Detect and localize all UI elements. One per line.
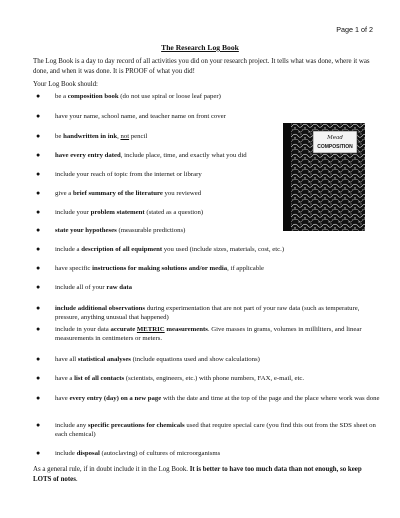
item-text: include in your data [55,326,111,333]
bullet-icon: ● [36,449,41,457]
item-emphasis-underlined: METRIC [136,326,165,333]
bullet-icon: ● [36,151,41,159]
item-body [55,355,382,364]
item-body [55,92,300,101]
document-title: The Research Log Book [161,43,239,52]
item-text: , if applicable [227,265,264,272]
item-emphasis: list of all contacts [74,375,125,382]
item-body [55,394,382,403]
item-body [55,245,382,254]
item-text: with the date and time at the top of the page and the place where work was done [161,395,380,402]
bullet-icon: ● [36,245,41,253]
item-body [55,226,300,235]
item-emphasis: include additional observations [55,305,146,312]
composition-book-image [283,123,365,231]
item-emphasis: specific precautions for chemicals [88,422,185,429]
item-text: (scientists, engineers, etc.) with phone numbers, FAX, e-mail, etc. [124,375,305,382]
list-item [33,112,300,121]
bullet-icon: ● [36,304,41,312]
list-item [33,449,382,458]
list-item [33,170,300,179]
list-item [33,226,300,235]
closing-text: As a general rule, if in doubt include it in the Log Book. [33,466,190,473]
list-item [33,283,382,292]
item-emphasis: description of all equipment [81,246,163,253]
item-text: have specific [55,265,93,272]
item-body [55,132,300,141]
item-text: have all [55,356,78,363]
bullet-icon: ● [36,394,41,402]
item-underlined: not [120,133,130,140]
list-item [33,264,382,273]
bullet-icon: ● [36,264,41,272]
list-item [33,325,382,344]
bullet-icon: ● [36,325,41,333]
item-text: used that require special care (you find this out from the SDS sheet on each chemical) [55,422,376,439]
page-number: Page 1 of 2 [336,25,373,34]
item-body [55,283,382,292]
item-text: you used (include sizes, materials, cost, etc.) [162,246,285,253]
item-text: have a [55,375,75,382]
item-text: you reviewed [162,190,202,197]
item-text: (include equations used and show calculations) [130,356,260,363]
bullet-icon: ● [36,170,41,178]
item-emphasis: every entry (day) on a new page [69,395,162,402]
item-body [55,170,300,179]
item-emphasis: accurate [110,326,137,333]
item-body [55,449,382,458]
item-text: include all of your [55,284,107,291]
item-text: , include place, time, and exactly what you did [120,152,247,159]
list-item [33,132,300,141]
item-emphasis: disposal [76,450,100,457]
item-body [55,151,300,160]
item-text: be a [55,93,68,100]
list-item [33,355,382,364]
item-body [55,264,382,273]
item-text: (autoclaving) of cultures of microorganisms [99,450,221,457]
item-emphasis: have every entry dated [55,152,121,159]
item-emphasis: instructions for making solutions and/or media [92,265,228,272]
item-text: be [55,133,64,140]
item-text: during experimentation that are not part of your raw data (such as temperature, pressure, anything unusual that happened) [55,305,360,322]
item-text: . Give masses in grams, volumes in milliliters, and linear measurements in centimeters or meters. [55,326,362,343]
item-text: give a [55,190,73,197]
list-heading: Your Log Book should: [33,81,98,88]
item-text: have your name, school name, and teacher name on front cover [55,113,226,120]
bullet-icon: ● [36,208,41,216]
item-text: include your [55,209,91,216]
item-emphasis: statistical analyses [77,356,131,363]
bullet-icon: ● [36,421,41,429]
list-item [33,245,382,254]
item-text: include a [55,246,82,253]
item-emphasis: measurements [164,326,208,333]
bullet-icon: ● [36,92,41,100]
item-body [55,208,300,217]
item-text: pencil [129,133,148,140]
item-emphasis: problem statement [90,209,145,216]
item-body [55,325,382,344]
item-text: (measurable predictions) [116,227,186,234]
item-text: include [55,450,77,457]
list-item [33,189,300,198]
item-body [55,112,300,121]
item-emphasis: composition book [67,93,119,100]
item-body [55,374,382,383]
bullet-icon: ● [36,189,41,197]
list-item [33,304,382,323]
item-body [55,189,300,198]
list-item [33,92,300,101]
item-body [55,304,382,323]
item-emphasis: brief summary of the literature [73,190,163,197]
book-label: COMPOSITION [317,144,353,150]
item-text: include any [55,422,88,429]
closing-end: . [75,476,78,483]
item-body [55,421,382,440]
bullet-icon: ● [36,226,41,234]
item-text: , [117,133,121,140]
list-item [33,151,300,160]
list-item [33,208,300,217]
book-brand: Mead [327,135,343,141]
item-text: (do not use spiral or loose leaf paper) [118,93,221,100]
bullet-icon: ● [36,283,41,291]
item-emphasis: handwritten in ink [63,133,118,140]
bullet-icon: ● [36,355,41,363]
bullet-icon: ● [36,374,41,382]
bullet-icon: ● [36,112,41,120]
intro-paragraph: The Log Book is a day to day record of all activities you did on your research project. It tells what was done, where it was done, and when it was done. It is PROOF of what you did! [33,58,370,75]
item-text: include your reach of topic from the internet or library [55,171,202,178]
item-emphasis: state your hypotheses [55,227,117,234]
item-text: (stated as a question) [144,209,204,216]
list-item [33,394,382,403]
closing-paragraph [33,465,378,485]
item-emphasis: raw data [106,284,133,291]
closing-emphasis: It is better to have too much data than not enough, so keep LOTS of notes [33,466,362,483]
bullet-icon: ● [36,132,41,140]
item-text: have [55,395,70,402]
list-item [33,374,382,383]
list-item [33,421,382,440]
